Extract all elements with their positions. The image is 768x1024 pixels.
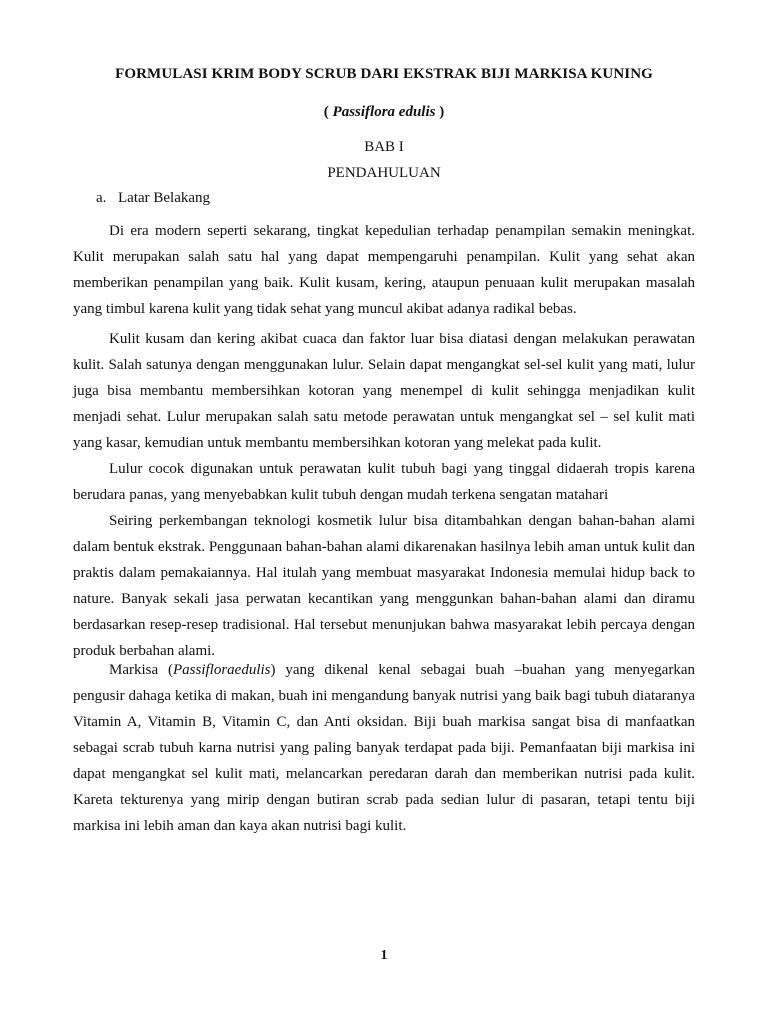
subtitle-close: ) bbox=[435, 104, 445, 120]
section-title: Latar Belakang bbox=[118, 190, 211, 206]
subtitle-scientific-name: Passiflora edulis bbox=[332, 104, 436, 120]
paragraph-block-1 bbox=[73, 218, 695, 322]
chapter-title: PENDAHULUAN bbox=[327, 165, 441, 181]
paragraph-5-scientific-name: Passifloraedulis bbox=[173, 662, 271, 678]
section-marker: a. bbox=[96, 190, 107, 206]
paragraph-5 bbox=[73, 657, 695, 839]
paragraph-block-4 bbox=[73, 508, 695, 664]
document-subtitle bbox=[0, 104, 768, 121]
paragraph-5-rest: ) yang dikenal kenal sebagai buah –buahan yang menyegarkan pengusir dahaga ketika di makan, buah ini mengandung banyak nutrisi yang baik bagi tubuh diataranya Vitamin A, Vitamin B, Vitamin C, dan Anti oksidan. Biji buah markisa sangat bisa di manfaatkan sebagai scrab tubuh karna nutrisi yang paling banyak terdapat pada biji. Pemanfaatan biji markisa ini dapat mengangkat sel kulit mati, melancarkan peredaran darah dan memberikan nutrisi pada kulit. Kareta tekturenya yang mirip dengan butiran scrab pada sedian lulur di pasaran, tetapi tentu biji markisa ini lebih aman dan kaya akan nutrisi bagi kulit. bbox=[73, 662, 695, 834]
paragraph-block-5 bbox=[73, 657, 695, 839]
paragraph-2: Kulit kusam dan kering akibat cuaca dan faktor luar bisa diatasi dengan melakukan perawatan kulit. Salah satunya dengan menggunakan lulur. Selain dapat mengangkat sel-sel kulit yang mati, lulur juga bisa membantu membersihkan kotoran yang menempel di kulit sehingga menjadikan kulit menjadi sehat. Lulur merupakan salah satu metode perawatan untuk mengangkat sel – sel kulit mati yang kasar, kemudian untuk membantu membersihkan kotoran yang melekat pada kulit. bbox=[73, 331, 695, 451]
paragraph-3: Lulur cocok digunakan untuk perawatan kulit tubuh bagi yang tinggal didaerah tropis karena berudara panas, yang menyebabkan kulit tubuh dengan mudah terkena sengatan matahari bbox=[73, 461, 695, 503]
paragraph-block-3 bbox=[73, 456, 695, 508]
paragraph-4: Seiring perkembangan teknologi kosmetik lulur bisa ditambahkan dengan bahan-bahan alami dalam bentuk ekstrak. Penggunaan bahan-bahan alami dikarenakan hasilnya lebih aman untuk kulit dan praktis dalam pemakaiannya. Hal itulah yang membuat masyarakat Indonesia memulai hidup back to nature. Banyak sekali jasa perwatan kecantikan yang menggunkan bahan-bahan alami dan diramu berdasarkan resep-resep tradisional. Hal tersebut menunjukan bahwa masyarakat lebih percaya dengan produk berbahan alami. bbox=[73, 513, 695, 659]
page-number: 1 bbox=[380, 948, 388, 963]
section-heading bbox=[96, 190, 210, 207]
chapter-number: BAB I bbox=[364, 139, 404, 155]
document-title: FORMULASI KRIM BODY SCRUB DARI EKSTRAK BIJI MARKISA KUNING bbox=[115, 66, 653, 82]
paragraph-1: Di era modern seperti sekarang, tingkat kepedulian terhadap penampilan semakin meningkat. Kulit merupakan salah satu hal yang dapat mempengaruhi penampilan. Kulit yang sehat akan memberikan penampilan yang baik. Kulit kusam, kering, ataupun penuaan kulit merupakan masalah yang timbul karena kulit yang tidak sehat yang muncul akibat adanya radikal bebas. bbox=[73, 223, 695, 317]
subtitle-open: ( bbox=[323, 104, 333, 120]
paragraph-5-start: Markisa ( bbox=[109, 662, 173, 678]
paragraph-block-2 bbox=[73, 326, 695, 456]
